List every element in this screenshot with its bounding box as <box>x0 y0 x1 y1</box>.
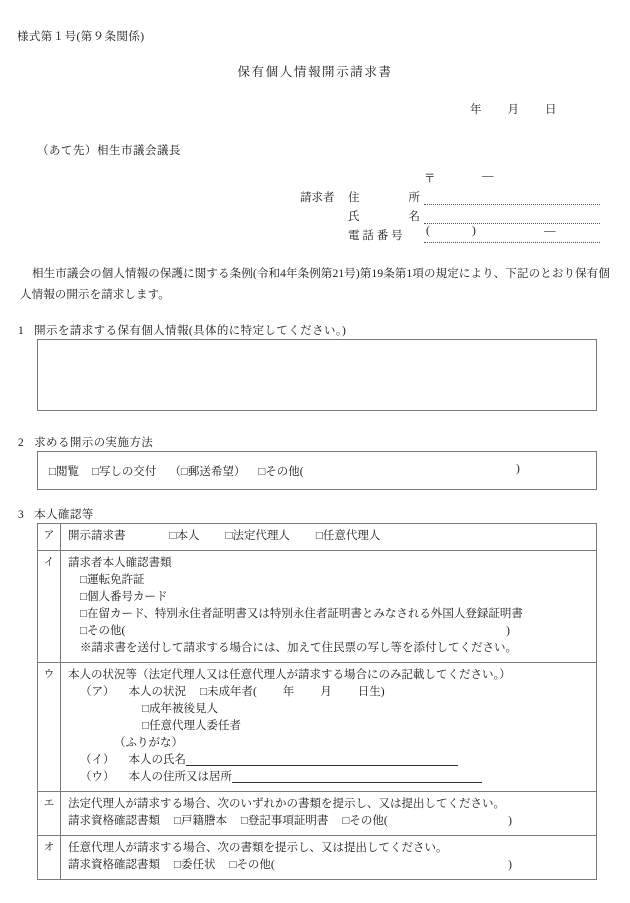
tel-label: 電 話 番 号 <box>348 230 403 242</box>
checkbox-legal-rep[interactable]: □法定代理人 <box>225 530 290 542</box>
section2-title: 求める開示の実施方法 <box>34 437 154 449</box>
section1-title: 開示を請求する保有個人情報(具体的に特定してください。) <box>34 325 347 337</box>
row-content-a <box>61 524 597 551</box>
checkbox-registry-certificate[interactable]: □登記事項証明書 <box>240 815 329 828</box>
row-content-o <box>61 836 597 880</box>
sub-a-label: （ア） <box>80 686 115 699</box>
section3-heading <box>18 506 94 522</box>
requester-address-row <box>300 186 600 205</box>
postal-dash: ― <box>482 170 494 182</box>
name-label <box>348 208 424 224</box>
other-document-close-paren: ) <box>506 625 510 638</box>
other-method-close-paren: ) <box>516 463 520 475</box>
sub-u-label: （ウ） <box>80 771 115 784</box>
form-number: 様式第１号(第９条関係) <box>17 31 145 43</box>
address-input[interactable] <box>424 190 600 205</box>
row-content-i <box>61 551 597 663</box>
checkbox-mynumber-card[interactable]: □個人番号カード <box>80 591 168 604</box>
row-u-title: 本人の状況等（法定代理人又は任意代理人が請求する場合にのみ記載してください。） <box>68 669 511 682</box>
row-a-label: 開示請求書 <box>68 530 126 542</box>
checkbox-power-of-attorney[interactable]: □委任状 <box>174 859 216 872</box>
date-month-label: 月 <box>507 104 519 116</box>
table-row-e <box>38 792 597 836</box>
requester-block <box>300 170 600 243</box>
addressee: （あて先）相生市議会議長 <box>37 145 181 157</box>
checkbox-self[interactable]: □本人 <box>169 530 200 542</box>
minor-birth-year: 年 <box>282 686 295 699</box>
sub-u-title: 本人の住所又は居所 <box>128 771 232 784</box>
row-a-line <box>68 528 590 545</box>
row-u-sub-i <box>68 752 590 769</box>
sub-i-title: 本人の氏名 <box>128 754 186 767</box>
checkbox-adult-ward[interactable]: □成年被後見人 <box>142 703 218 716</box>
address-label-ch1: 住 <box>348 192 360 204</box>
row-content-e <box>61 792 597 836</box>
row-marker-i: イ <box>38 551 61 663</box>
row-i-title: 請求者本人確認書類 <box>68 557 172 570</box>
section3-number: 3 <box>18 509 25 521</box>
date-day-label: 日 <box>545 104 557 116</box>
address-label <box>348 189 424 205</box>
section3-title: 本人確認等 <box>34 509 94 521</box>
sub-i-label: （イ） <box>80 754 115 767</box>
sub-a-title: 本人の状況 <box>128 686 186 699</box>
row-content-u <box>61 663 597 792</box>
row-o-line1: 任意代理人が請求する場合、次の書類を提示し、又は提出してください。 <box>68 842 448 855</box>
checkbox-voluntary-rep[interactable]: □任意代理人 <box>315 530 381 542</box>
tel-dash: ― <box>544 225 556 237</box>
row-marker-e: エ <box>38 792 61 836</box>
row-marker-o: オ <box>38 836 61 880</box>
legal-statement: 相生市議会の個人情報の保護に関する条例(令和4年条例第21号)第19条第1項の規定により、下記のとおり保有個人情報の開示を請求します。 <box>20 268 610 302</box>
table-row-o <box>38 836 597 880</box>
postal-mark-icon: 〒 <box>424 173 436 185</box>
requested-info-textarea[interactable] <box>37 339 597 411</box>
checkbox-other-method[interactable]: □その他( <box>258 466 304 478</box>
address-label-ch2: 所 <box>408 192 420 204</box>
section1-number: 1 <box>18 325 25 337</box>
row-marker-u: ウ <box>38 663 61 792</box>
checkbox-drivers-license[interactable]: □運転免許証 <box>80 574 145 587</box>
checkbox-voluntary-delegator[interactable]: □任意代理人委任者 <box>142 720 241 733</box>
checkbox-family-register[interactable]: □戸籍謄本 <box>174 815 227 828</box>
row-e-docs-label: 請求資格確認書類 <box>68 815 160 828</box>
row-o-line2 <box>68 857 590 874</box>
checkbox-mail-request[interactable]: （□郵送希望） <box>169 466 246 478</box>
disclosure-method-options <box>49 463 317 479</box>
identity-verification-table <box>37 523 597 880</box>
tel-open-paren: ( <box>426 225 430 237</box>
row-o-docs-label: 請求資格確認書類 <box>68 859 160 872</box>
row-o-close-paren: ) <box>508 859 512 872</box>
requester-group-label: 請求者 <box>300 192 335 204</box>
table-row-a <box>38 524 597 551</box>
tel-close-paren: ) <box>472 225 476 237</box>
requester-name-row <box>300 205 600 224</box>
checkbox-other-voluntary-doc[interactable]: □その他( <box>229 859 275 872</box>
checkbox-other-legal-doc[interactable]: □その他( <box>342 815 388 828</box>
row-u-sub-a <box>68 684 590 701</box>
checkbox-minor[interactable]: □未成年者( <box>200 686 257 699</box>
date-line <box>470 101 557 117</box>
row-marker-a: ア <box>38 524 61 551</box>
name-label-ch2: 名 <box>408 211 420 223</box>
disclosure-method-box <box>37 451 597 490</box>
row-e-line2 <box>68 813 590 830</box>
name-input[interactable] <box>424 209 600 224</box>
minor-birth-day: 日生) <box>357 686 385 699</box>
postal-code-row <box>424 170 600 186</box>
section2-number: 2 <box>18 437 25 449</box>
furigana-label: （ふりがな） <box>114 737 183 750</box>
tel-input[interactable] <box>424 227 600 243</box>
name-label-ch1: 氏 <box>348 211 360 223</box>
row-u-sub-u <box>68 769 590 786</box>
section2-heading <box>18 434 153 450</box>
checkbox-residence-card[interactable]: □在留カード、特別永住者証明書又は特別永住者証明書とみなされる外国人登録証明書 <box>80 608 523 621</box>
row-e-close-paren: ) <box>508 815 512 828</box>
minor-birth-month: 月 <box>320 686 332 699</box>
requester-tel-row <box>300 224 600 243</box>
row-i-note: ※請求書を送付して請求する場合には、加えて住民票の写し等を添付してください。 <box>80 642 517 655</box>
checkbox-copy-delivery[interactable]: □写しの交付 <box>91 466 157 478</box>
row-e-line1: 法定代理人が請求する場合、次のいずれかの書類を提示し、又は提出してください。 <box>68 798 505 811</box>
principal-address-input[interactable] <box>232 769 482 783</box>
principal-name-input[interactable] <box>186 752 458 766</box>
section1-heading <box>18 322 346 338</box>
checkbox-other-document[interactable]: □その他( <box>80 625 126 638</box>
page-title: 保有個人情報開示請求書 <box>237 65 393 79</box>
table-row-i <box>38 551 597 663</box>
checkbox-inspection[interactable]: □閲覧 <box>49 466 79 478</box>
checkbox-other-document-row <box>68 623 590 640</box>
date-year-label: 年 <box>470 104 482 116</box>
table-row-u <box>38 663 597 792</box>
